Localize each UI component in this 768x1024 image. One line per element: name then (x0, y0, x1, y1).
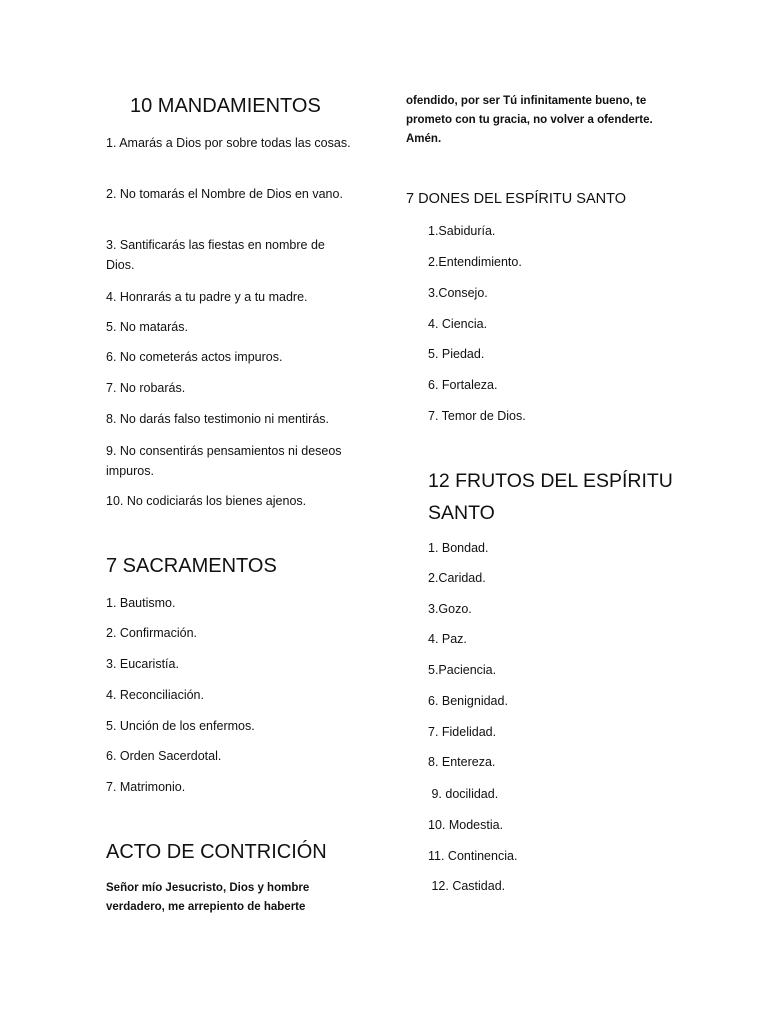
contricion-text-start: Señor mío Jesucristo, Dios y hombre verdadero, me arrepiento de haberte (106, 882, 310, 913)
list-item: 9. docilidad. (428, 787, 499, 801)
list-item: 3. Santificarás las fiestas en nombre de Dios. (106, 238, 325, 272)
list-item: 8. No darás falso testimonio ni mentirás. (106, 412, 330, 426)
list-item: 5.Paciencia. (428, 663, 497, 677)
list-item: 3.Gozo. (428, 602, 472, 616)
list-item: 2. Confirmación. (106, 626, 198, 640)
list-item: 8. Entereza. (428, 755, 496, 769)
list-item: 9. No consentirás pensamientos ni deseos impuros. (106, 444, 342, 478)
list-item: 7. No robarás. (106, 381, 186, 395)
list-item: 5. No matarás. (106, 320, 188, 334)
list-item: 6. Fortaleza. (428, 378, 498, 392)
contricion-title: ACTO DE CONTRICIÓN (106, 841, 327, 863)
list-item: 2. No tomarás el Nombre de Dios en vano. (106, 187, 343, 201)
list-item: 2.Caridad. (428, 571, 486, 585)
list-item: 5. Piedad. (428, 347, 485, 361)
list-item: 4. Reconciliación. (106, 688, 204, 702)
list-item: 1. Bondad. (428, 541, 489, 555)
list-item: 4. Paz. (428, 632, 467, 646)
list-item: 3.Consejo. (428, 286, 488, 300)
list-item: 10. No codiciarás los bienes ajenos. (106, 494, 307, 508)
list-item: 7. Fidelidad. (428, 725, 497, 739)
dones-title: 7 DONES DEL ESPÍRITU SANTO (406, 191, 626, 207)
list-item: 6. Benignidad. (428, 694, 508, 708)
list-item: 11. Continencia. (428, 849, 518, 863)
list-item: 5. Unción de los enfermos. (106, 719, 255, 733)
list-item: 2.Entendimiento. (428, 255, 522, 269)
contricion-text-continued: ofendido, por ser Tú infinitamente bueno, te prometo con tu gracia, no volver a ofenderte. Amén. (406, 95, 653, 145)
mandamientos-title: 10 MANDAMIENTOS (130, 95, 321, 117)
list-item: 6. Orden Sacerdotal. (106, 749, 222, 763)
list-item: 1. Bautismo. (106, 596, 176, 610)
list-item: 1. Amarás a Dios por sobre todas las cosas. (106, 136, 351, 150)
list-item: 12. Castidad. (428, 879, 506, 893)
list-item: 7. Matrimonio. (106, 780, 186, 794)
sacramentos-title: 7 SACRAMENTOS (106, 555, 277, 577)
list-item: 7. Temor de Dios. (428, 409, 526, 423)
list-item: 4. Honrarás a tu padre y a tu madre. (106, 290, 308, 304)
list-item: 4. Ciencia. (428, 317, 488, 331)
list-item: 10. Modestia. (428, 818, 504, 832)
list-item: 6. No cometerás actos impuros. (106, 350, 283, 364)
list-item: 1.Sabiduría. (428, 224, 496, 238)
list-item: 3. Eucaristía. (106, 657, 179, 671)
frutos-title: 12 FRUTOS DEL ESPÍRITU SANTO (428, 470, 673, 524)
